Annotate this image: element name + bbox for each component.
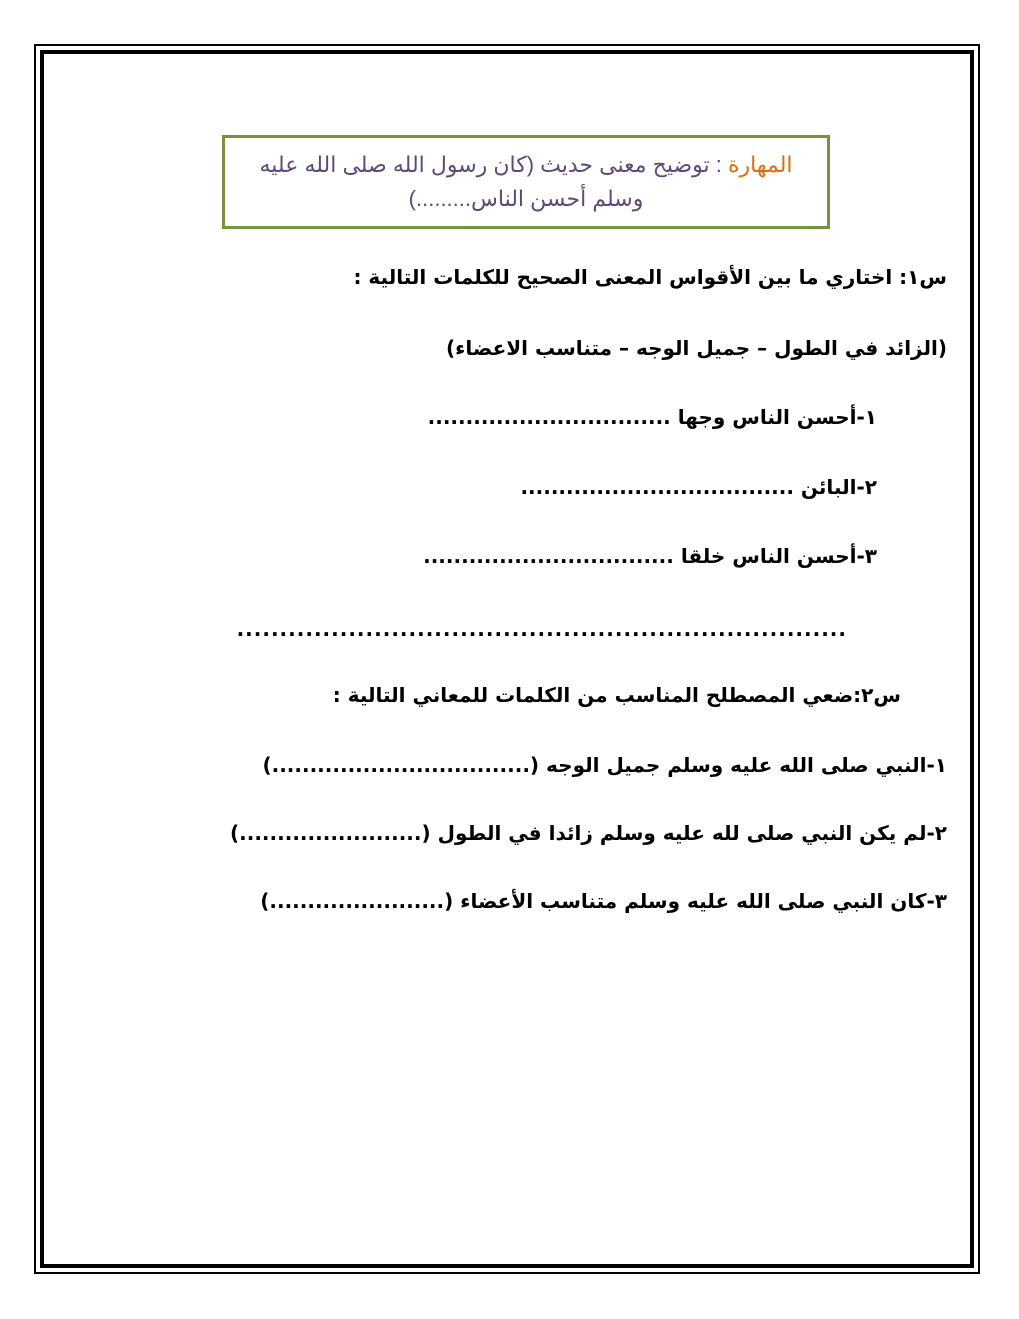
q1-extra-line: ....................................................................... [236,617,847,641]
skill-label: المهارة [727,152,793,177]
q2-title: س٢:ضعي المصطلح المناسب من الكلمات للمعاني التالية : [332,683,901,707]
q2-item-3-blank: (.......................) [260,889,454,913]
q1-item-1-text: ١-أحسن الناس وجها [677,405,877,429]
q1-item-1 [428,402,877,432]
q1-title: س١: اختاري ما بين الأقواس المعنى الصحيح للكلمات التالية : [353,265,947,289]
q1-item-1-blank: ................................ [427,405,671,429]
q1-item-2-text: ٢-البائن [800,475,877,499]
q1-item-3-blank: ................................. [423,544,674,568]
skill-text: توضيح معنى حديث (كان رسول الله صلى الله عليه وسلم أحسن الناس.........) [259,152,710,211]
q1-item-3 [423,541,877,571]
q2-item-1 [262,750,947,780]
skill-separator: : [709,152,728,177]
q2-item-1-text: ١-النبي صلى الله عليه وسلم جميل الوجه [546,753,947,777]
q1-options: (الزائد في الطول – جميل الوجه – متناسب الاعضاء) [446,336,947,360]
q2-item-2-text: ٢-لم يكن النبي صلى لله عليه وسلم زائدا في الطول [437,821,947,845]
page-border-inner [40,50,974,1268]
q2-item-1-blank: (..................................) [262,753,540,777]
q2-item-3-text: ٣-كان النبي صلى الله عليه وسلم متناسب الأعضاء [460,889,947,913]
q1-item-3-text: ٣-أحسن الناس خلقا [680,544,877,568]
q1-item-2-blank: .................................... [520,475,794,499]
q2-item-2 [230,818,947,848]
q1-item-2 [520,472,877,502]
skill-box [222,135,830,229]
q2-item-2-blank: (........................) [230,821,431,845]
q2-item-3 [260,886,947,916]
